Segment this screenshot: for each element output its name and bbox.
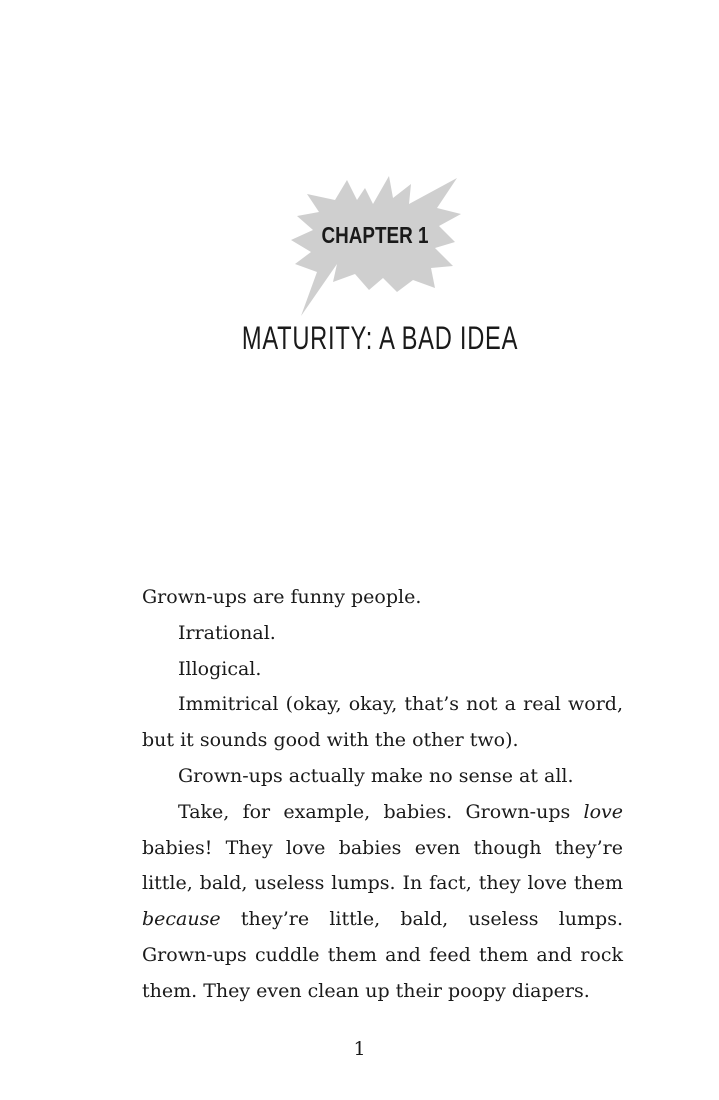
italic-text-run: because <box>142 908 221 931</box>
text-run: Immitrical (okay, okay, that’s not a real word, but it sounds good with the other two). <box>142 693 623 752</box>
paragraph <box>142 759 623 795</box>
chapter-title: MATURITY: A BAD IDEA <box>241 320 519 356</box>
chapter-body <box>142 580 623 1010</box>
text-run: Irrational. <box>178 621 276 644</box>
paragraph <box>142 687 623 759</box>
text-run: they’re little, bald, useless lumps. Grown-ups cuddle them and feed them and rock them. They even clean up their poopy diapers. <box>142 908 623 1002</box>
text-run: Grown-ups are funny people. <box>142 586 422 608</box>
paragraph <box>142 616 623 652</box>
text-run: Take, for example, babies. Grown-ups <box>178 800 584 823</box>
paragraph <box>142 580 623 616</box>
italic-text-run: love <box>583 800 623 823</box>
text-run: Grown-ups actually make no sense at all. <box>178 764 574 787</box>
paragraph <box>142 652 623 688</box>
text-run: Illogical. <box>178 657 262 680</box>
chapter-label: CHAPTER 1 <box>321 222 429 248</box>
text-run: babies! They love babies even though they’re little, bald, useless lumps. In fact, they love them <box>142 836 623 895</box>
paragraph <box>142 795 623 1010</box>
page-number: 1 <box>353 1038 366 1060</box>
